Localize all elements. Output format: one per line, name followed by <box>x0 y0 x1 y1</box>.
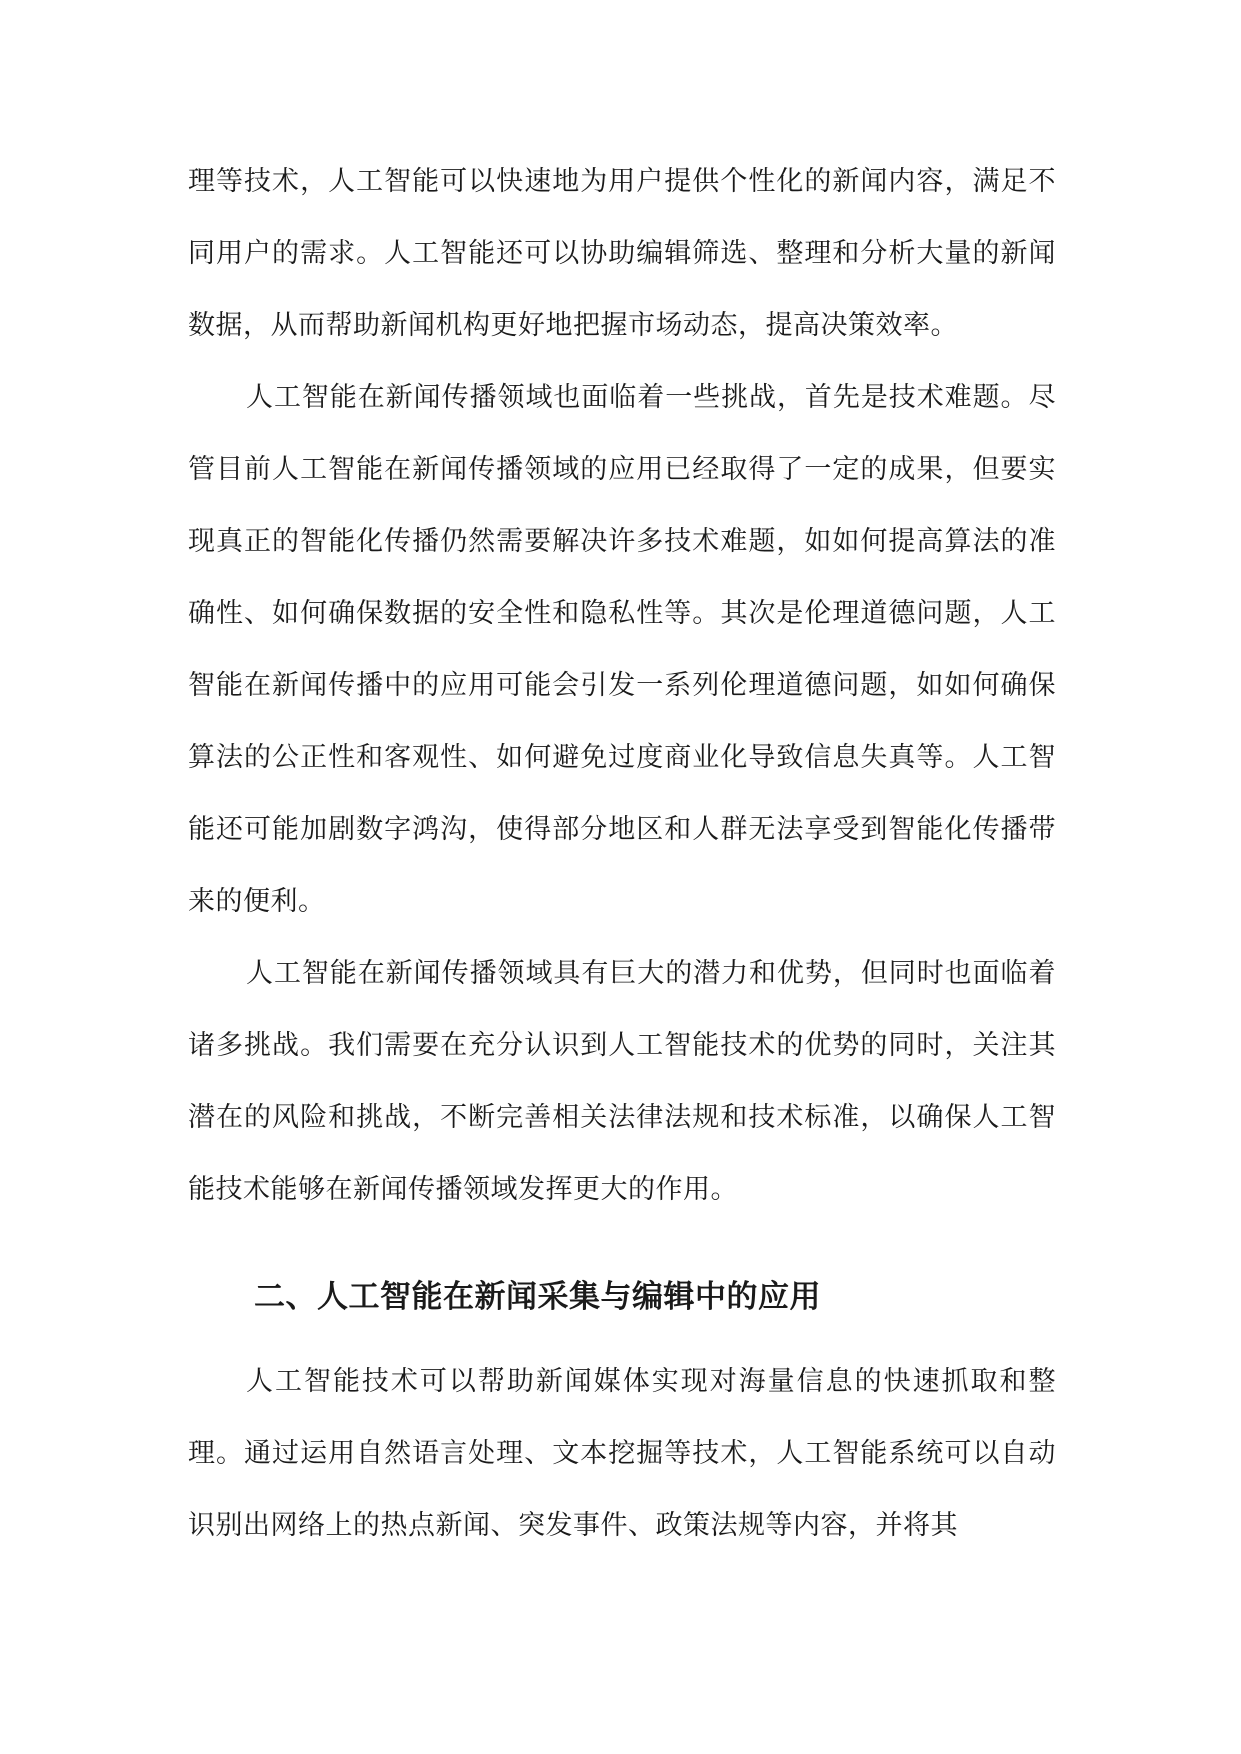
section-heading: 二、人工智能在新闻采集与编辑中的应用 <box>254 1279 821 1315</box>
document-body <box>188 146 1056 1562</box>
paragraph: 人工智能技术可以帮助新闻媒体实现对海量信息的快速抓取和整理。通过运用自然语言处理、文本挖掘等技术，人工智能系统可以自动识别出网络上的热点新闻、突发事件、政策法规等内容，并将其 <box>188 1366 1056 1541</box>
paragraph: 人工智能在新闻传播领域具有巨大的潜力和优势，但同时也面临着诸多挑战。我们需要在充分认识到人工智能技术的优势的同时，关注其潜在的风险和挑战，不断完善相关法律法规和技术标准，以确保人工智能技术能够在新闻传播领域发挥更大的作用。 <box>188 958 1056 1205</box>
paragraph: 理等技术，人工智能可以快速地为用户提供个性化的新闻内容，满足不同用户的需求。人工智能还可以协助编辑筛选、整理和分析大量的新闻数据，从而帮助新闻机构更好地把握市场动态，提高决策效率。 <box>188 166 1056 341</box>
paragraph: 人工智能在新闻传播领域也面临着一些挑战，首先是技术难题。尽管目前人工智能在新闻传播领域的应用已经取得了一定的成果，但要实现真正的智能化传播仍然需要解决许多技术难题，如如何提高算法的准确性、如何确保数据的安全性和隐私性等。其次是伦理道德问题，人工智能在新闻传播中的应用可能会引发一系列伦理道德问题，如如何确保算法的公正性和客观性、如何避免过度商业化导致信息失真等。人工智能还可能加剧数字鸿沟，使得部分地区和人群无法享受到智能化传播带来的便利。 <box>188 382 1056 917</box>
